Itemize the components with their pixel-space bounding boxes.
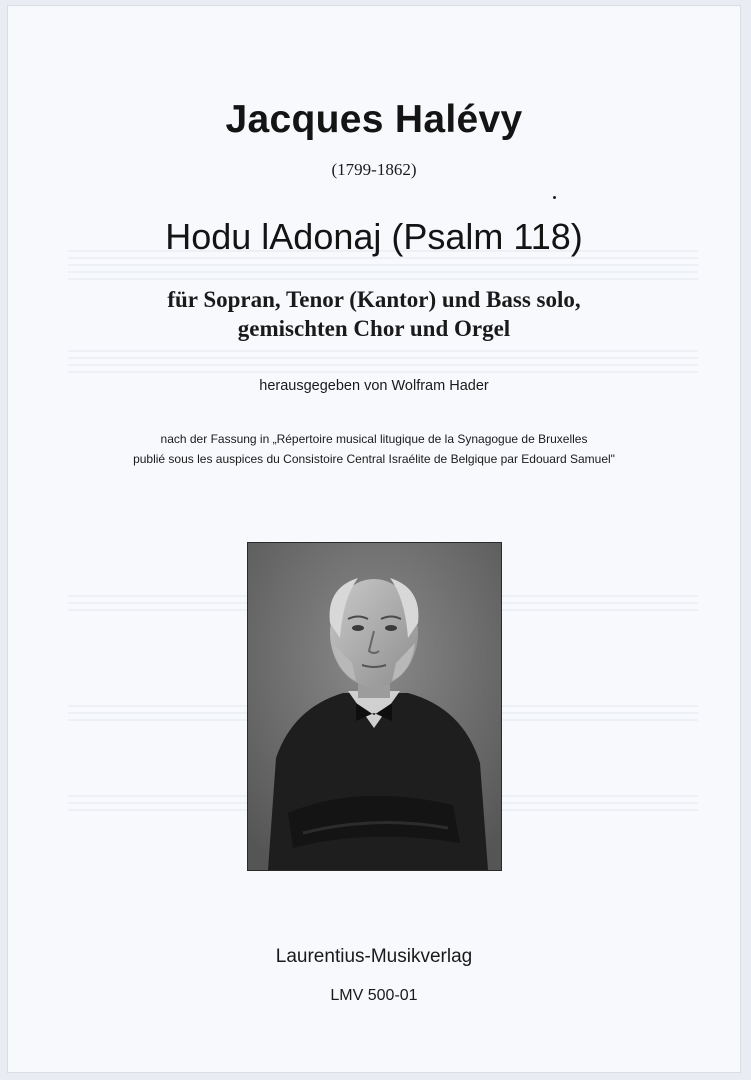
ink-speck bbox=[553, 196, 556, 199]
publisher-name: Laurentius-Musikverlag bbox=[275, 946, 473, 967]
cover-page bbox=[8, 6, 740, 1072]
composer-name: Jacques Halévy bbox=[225, 98, 523, 141]
composer-portrait-photo bbox=[247, 542, 502, 871]
scoring-line-2: gemischten Chor und Orgel bbox=[237, 316, 511, 341]
scoring-line-1: für Sopran, Tenor (Kantor) und Bass solo, bbox=[167, 287, 581, 312]
catalog-number: LMV 500-01 bbox=[330, 987, 418, 1004]
work-title: Hodu lAdonaj (Psalm 118) bbox=[165, 216, 583, 257]
composer-dates: (1799-1862) bbox=[331, 160, 417, 179]
source-note-line-2: publié sous les auspices du Consistoire Central Israélite de Belgique par Edouard Samuel" bbox=[133, 452, 615, 466]
source-note-line-1: nach der Fassung in „Répertoire musical litugique de la Synagogue de Bruxelles bbox=[160, 432, 588, 446]
editor-credit: herausgegeben von Wolfram Hader bbox=[259, 378, 489, 394]
